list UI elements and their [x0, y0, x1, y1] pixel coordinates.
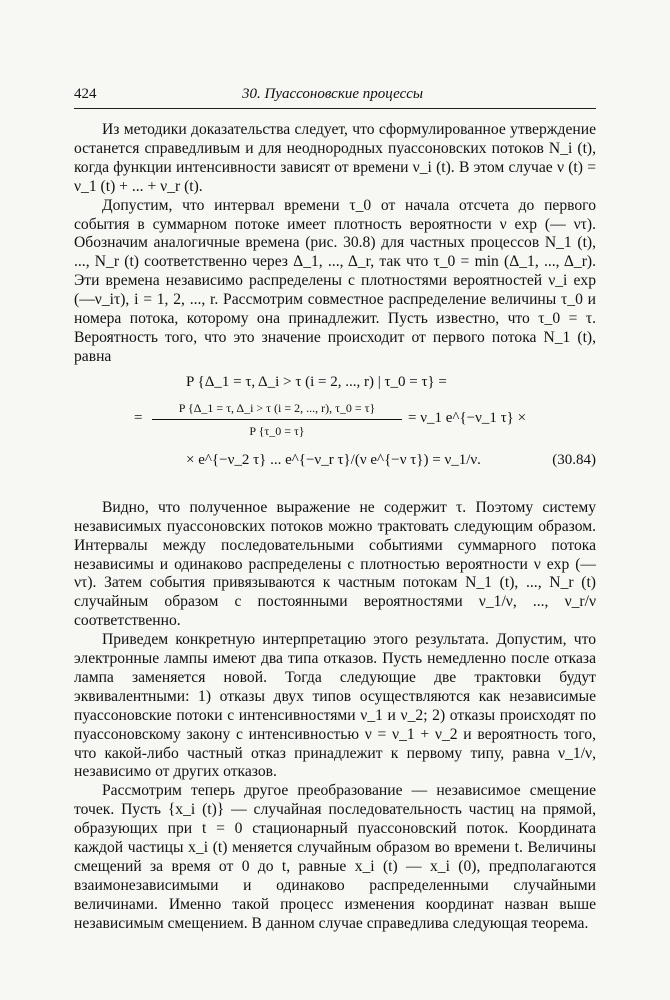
formula-30-84: [74, 371, 596, 489]
page-number: 424: [74, 86, 97, 102]
page-body: [74, 121, 596, 934]
paragraph: Допустим, что интервал времени τ_0 от начала отсчета до первого события в суммарном потоке имеет плотность вероятности ν exp (— ντ). Обозначим аналогичные времена (рис. 30.8) для частных процессов N_1 (t), ..., N_r (t) соответственно через Δ_1, ..., Δ_r, так что τ_0 = min (Δ_1, ..., Δ_r). Эти времена независимо распределены с плотностями вероятностей ν_i exp (—ν_iτ), i = 1, 2, ..., r. Рассмотрим совместное распределение величины τ_0 и номера потока, которому она принадлежит. Пусть известно, что τ_0 = τ. Вероятность того, что это значение происходит от первого потока N_1 (t), равна: [74, 196, 596, 365]
header-rule: [74, 108, 596, 109]
equation-number: (30.84): [552, 451, 596, 468]
formula-line-1: P {Δ_1 = τ, Δ_i > τ (i = 2, ..., r) | τ_0 = τ} =: [186, 373, 447, 390]
formula-line-2-right: = ν_1 e^{−ν_1 τ} ×: [408, 409, 527, 426]
paragraph: Приведем конкретную интерпретацию этого результата. Допустим, что электронные лампы имеют два типа отказов. Пусть немедленно после отказа лампа заменяется новой. Тогда следующие две трактовки будут эквивалентными: 1) отказы двух типов осуществляются как независимые пуассоновские потоки с интенсивностями ν_1 и ν_2; 2) отказы происходят по пуассоновскому закону с интенсивностью ν = ν_1 + ν_2 и вероятность того, что какой-либо частный отказ принадлежит к первому типу, равна ν_1/ν, независимо от других отказов.: [74, 631, 596, 781]
formula-fraction: [152, 399, 402, 441]
formula-equals: =: [134, 409, 143, 426]
paragraph: Видно, что полученное выражение не содержит τ. Поэтому систему независимых пуассоновских потоков можно трактовать следующим образом. Интервалы между последовательными событиями суммарного потока независимы и одинаково распределены с плотностью вероятности ν exp (—ντ). Затем события привязываются к частным потокам N_1 (t), ..., N_r (t) случайным образом с постоянными вероятностями ν_1/ν, ..., ν_r/ν соответственно.: [74, 498, 596, 630]
paragraph: Рассмотрим теперь другое преобразование — независимое смещение точек. Пусть {x_i (t)} — случайная последовательность частиц на прямой, образующих при t = 0 стационарный пуассоновский поток. Координата каждой частицы x_i (t) меняется случайным образом во времени t. Величины смещений за время от 0 до t, равные x_i (t) — x_i (0), предполагаются взаимонезависимыми и одинаково распределенными случайными величинами. Именно такой процесс изменения координат назван выше независимым смещением. В данном случае справедлива следующая теорема.: [74, 782, 596, 932]
chapter-title: 30. Пуассоновские процессы: [242, 86, 424, 102]
paragraph: Из методики доказательства следует, что сформулированное утверждение останется справедливым и для неоднородных пуассоновских потоков N_i (t), когда функции интенсивности зависят от времени ν_i (t). В этом случае ν (t) = ν_1 (t) + ... + ν_r (t).: [74, 121, 596, 195]
formula-denominator: P {τ_0 = τ}: [249, 423, 305, 438]
formula-numerator: P {Δ_1 = τ, Δ_i > τ (i = 2, ..., r), τ_0 = τ}: [152, 399, 402, 420]
running-header: [74, 86, 596, 108]
formula-line-3: × e^{−ν_2 τ} ... e^{−ν_r τ}/(ν e^{−ν τ}) = ν_1/ν.: [186, 451, 481, 468]
